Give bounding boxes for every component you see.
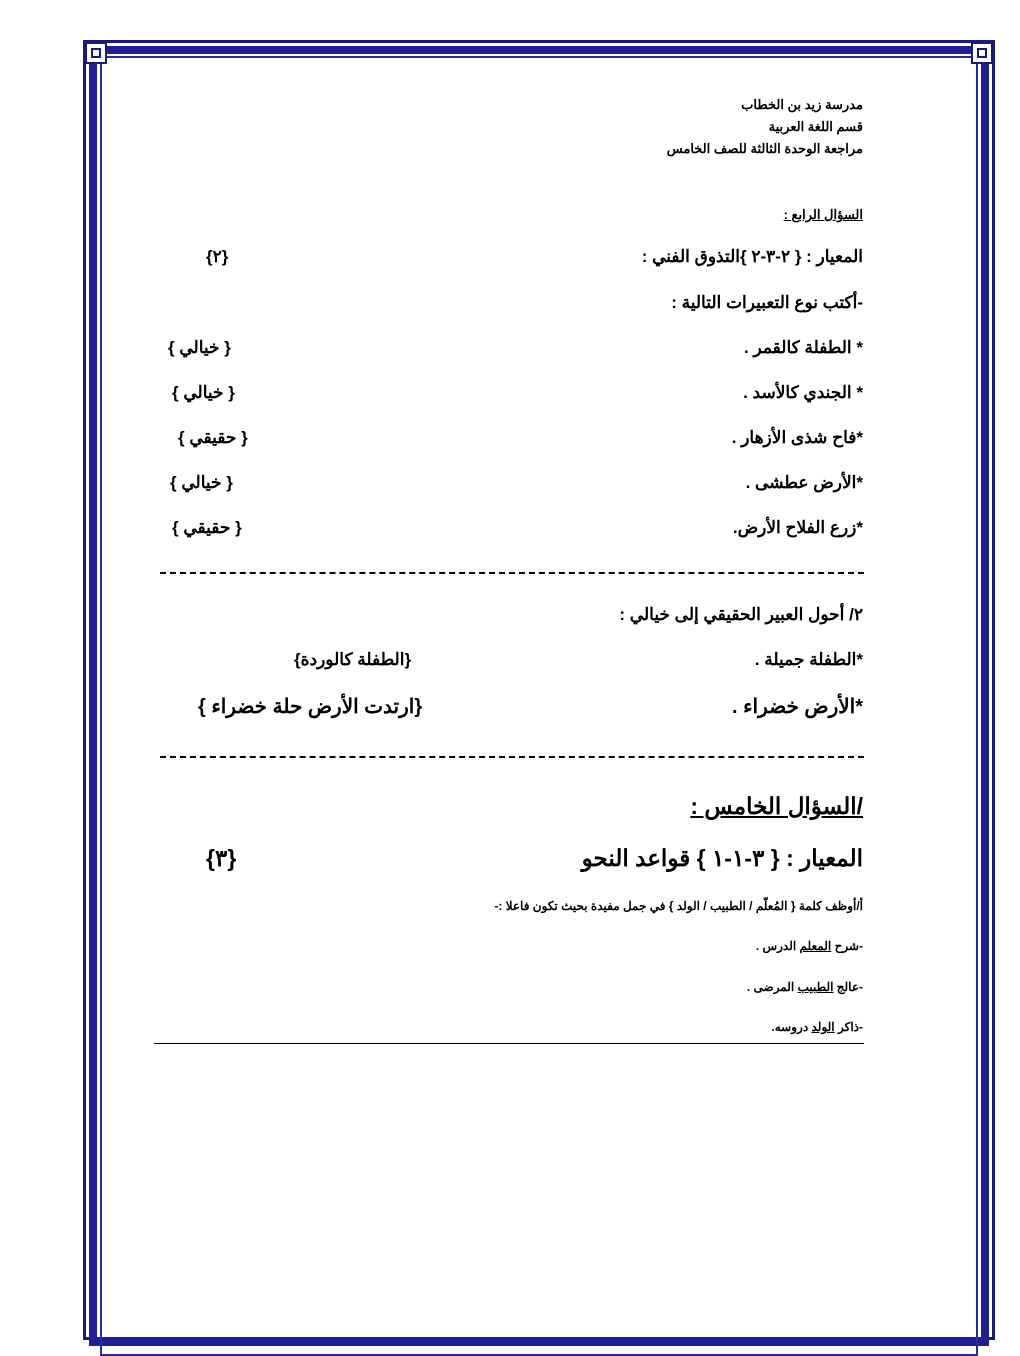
q4-item-answer: { خيالي } <box>168 338 231 357</box>
sentence-verb: -شرح <box>831 939 863 953</box>
q5-sentence <box>771 1020 863 1034</box>
q4-item-answer: { حقيقي } <box>172 518 242 537</box>
q5-standard: المعيار : { ٣-١-١ } قواعد النحو <box>581 845 863 871</box>
q4-part2-phrase: *الأرض خضراء . <box>732 696 863 718</box>
q4-item-answer: { حقيقي } <box>178 428 248 447</box>
q4-item-answer: { خيالي } <box>170 473 233 492</box>
q4-part2-instruction: ٢/ أحول العبير الحقيقي إلى خيالي : <box>619 605 863 624</box>
sentence-verb: -عالج <box>833 980 863 994</box>
sentence-subject: الطبيب <box>797 980 834 994</box>
q4-item-phrase: *فاح شذى الأزهار . <box>731 428 863 447</box>
q4-marks: {٢} <box>206 247 229 266</box>
border-corner-ornament <box>971 42 993 64</box>
sentence-subject: الولد <box>811 1020 835 1034</box>
q4-part2-answer: {ارتدت الأرض حلة خضراء } <box>198 696 423 718</box>
q5-instruction: أ/أوظف كلمة { المُعلّم / الطبيب / الولد } في جمل مفيدة بحيث تكون فاعلا :- <box>494 899 863 913</box>
q4-part2-answer: {الطفلة كالوردة} <box>294 650 412 669</box>
sentence-subject: المعلم <box>799 939 832 953</box>
sentence-rest: الدرس . <box>755 939 800 953</box>
q4-standard: المعيار : { ٢-٣-٢ }التذوق الفني : <box>641 247 863 266</box>
q4-item-phrase: * الطفلة كالقمر . <box>744 338 863 357</box>
department-name: قسم اللغة العربية <box>768 119 863 134</box>
sentence-verb: -ذاكر <box>834 1020 863 1034</box>
dashed-separator <box>160 572 864 574</box>
q4-instruction: -أكتب نوع التعبيرات التالية : <box>671 293 863 312</box>
q5-marks: {٣} <box>206 845 237 871</box>
q4-part2-phrase: *الطفلة جميلة . <box>754 650 863 669</box>
sentence-rest: المرضى . <box>746 980 798 994</box>
review-title: مراجعة الوحدة الثالثة للصف الخامس <box>666 141 863 156</box>
bottom-rule <box>154 1043 864 1044</box>
border-corner-ornament <box>85 42 107 64</box>
sentence-rest: دروسه. <box>771 1020 812 1034</box>
q4-item-phrase: *الأرض عطشى . <box>745 473 863 492</box>
q5-sentence <box>756 939 863 953</box>
school-name: مدرسة زيد بن الخطاب <box>741 97 863 112</box>
q4-item-answer: { خيالي } <box>172 383 235 402</box>
q4-item-phrase: *زرع الفلاح الأرض. <box>732 518 863 537</box>
q5-sentence <box>747 980 863 994</box>
q4-title: السؤال الرابع : <box>783 207 863 222</box>
dashed-separator <box>160 756 864 758</box>
q5-title: /السؤال الخامس : <box>690 793 863 819</box>
q4-item-phrase: * الجندي كالأسد . <box>743 383 863 402</box>
